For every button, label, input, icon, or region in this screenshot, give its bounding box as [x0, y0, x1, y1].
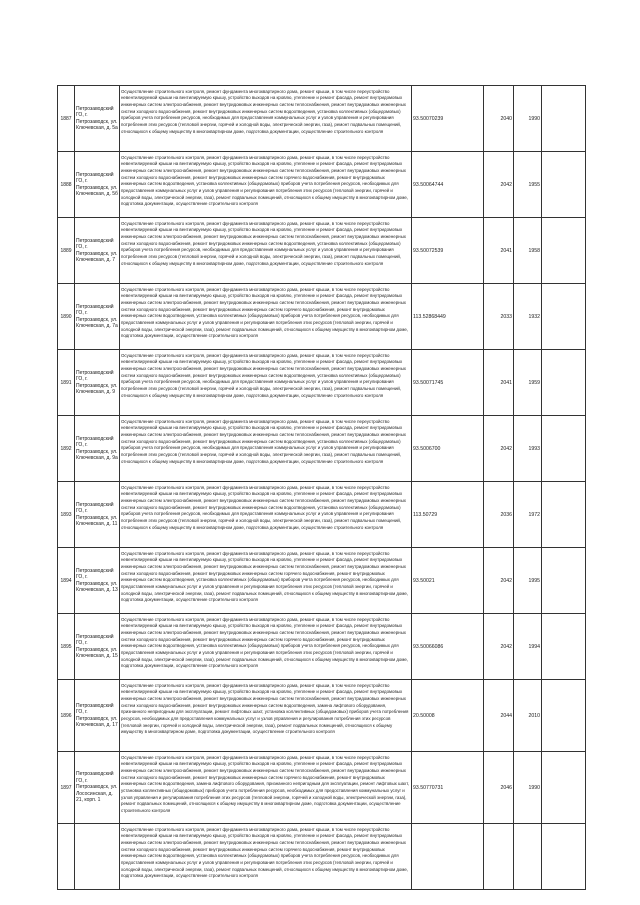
registry-id-cell: 93.50021 [412, 548, 484, 614]
works-list-cell [120, 86, 412, 152]
empty-cell [542, 350, 586, 416]
table-row [58, 284, 586, 350]
works-list-text: Осуществление строительного контроля, ремонт фундамента многоквартирного дома, ремонт крыши, в том числе переустройство невентилируемой крыши на вентилируемую крышу, устройство выходов на кровлю, утепление и ремонт фасада, ремонт внутридомовых инженерных систем электроснабжения, ремонт внутридомовых инженерных систем теплоснабжения, ремонт внутридомовых инженерных систем холодного водоснабжения, ремонт внутридомовых инженерных систем горячего водоснабжения, ремонт внутридомовых инженерных систем водоотведения, замена лифтового оборудования, признанного непригодным для эксплуатации, ремонт лифтовых шахт, установка коллективных (общедомовых) приборов учета потребления ресурсов, необходимых для предоставления коммунальных услуг и узлов управления и регулирования потребления этих ресурсов (тепловой энергии, горячей и холодной воды, электрической энергии, газа), ремонт подвальных помещений, относящихся к общему имуществу в многоквартирном доме, подготовка документации, осуществление строительного контроля [121, 754, 409, 814]
registry-id-cell: 93.50070239 [412, 86, 484, 152]
address-cell: Петрозаводский ГО, г. Петрозаводск, ул. Ключевская, д. 9а [75, 416, 120, 482]
build-year-cell [514, 824, 542, 890]
row-number-cell: 1896 [58, 680, 75, 752]
empty-cell [542, 86, 586, 152]
works-list-cell [120, 752, 412, 824]
table-row [58, 824, 586, 890]
empty-cell [542, 218, 586, 284]
build-year-cell: 1955 [514, 152, 542, 218]
table-row [58, 350, 586, 416]
row-number-cell: 1895 [58, 614, 75, 680]
registry-id-cell: 93.50072539 [412, 218, 484, 284]
planned-year-cell: 2042 [484, 152, 514, 218]
works-list-text: Осуществление строительного контроля, ремонт фундамента многоквартирного дома, ремонт крыши, в том числе переустройство невентилируемой крыши на вентилируемую крышу, устройство выходов на кровлю, утепление и ремонт фасада, ремонт внутридомовых инженерных систем электроснабжения, ремонт внутридомовых инженерных систем теплоснабжения, ремонт внутридомовых инженерных систем холодного водоснабжения, ремонт внутридомовых инженерных систем горячего водоснабжения, ремонт внутридомовых инженерных систем водоотведения, установка коллективных (общедомовых) приборов учета потребления ресурсов, необходимых для предоставления коммунальных услуг и узлов управления и регулирования потребления этих ресурсов (тепловой энергии, горячей и холодной воды, электрической энергии, газа), ремонт подвальных помещений, относящихся к общему имуществу в многоквартирном доме, подготовка документации, осуществление строительного контроля [121, 550, 409, 603]
address-cell: Петрозаводский ГО, г. Петрозаводск, ул. Ключевская, д. 13 [75, 548, 120, 614]
row-number-cell: 1889 [58, 218, 75, 284]
address-cell [75, 824, 120, 890]
works-list-cell [120, 416, 412, 482]
row-number-cell: 1892 [58, 416, 75, 482]
works-list-text: Осуществление строительного контроля, ремонт фундамента многоквартирного дома, ремонт крыши, в том числе переустройство невентилируемой крыши на вентилируемую крышу, устройство выходов на кровлю, утепление и ремонт фасада, ремонт внутридомовых инженерных систем электроснабжения, ремонт внутридомовых инженерных систем теплоснабжения, ремонт внутридомовых инженерных систем холодного водоснабжения, ремонт внутридомовых инженерных систем горячего водоснабжения, ремонт внутридомовых инженерных систем водоотведения, установка коллективных (общедомовых) приборов учета потребления ресурсов, необходимых для предоставления коммунальных услуг и узлов управления и регулирования потребления этих ресурсов (тепловой энергии, горячей и холодной воды, электрической энергии, газа), ремонт подвальных помещений, относящихся к общему имуществу в многоквартирном доме, подготовка документации, осуществление строительного контроля [121, 616, 409, 669]
works-list-cell [120, 824, 412, 890]
build-year-cell: 1995 [514, 548, 542, 614]
works-list-text: Осуществление строительного контроля, ремонт фундамента многоквартирного дома, ремонт крыши, в том числе переустройство невентилируемой крыши на вентилируемую крышу, устройство выходов на кровлю, утепление и ремонт фасада, ремонт внутридомовых инженерных систем электроснабжения, ремонт внутридомовых инженерных систем теплоснабжения, ремонт внутридомовых инженерных систем холодного водоснабжения, ремонт внутридомовых инженерных систем водоотведения, установка коллективных (общедомовых) приборов учета потребления ресурсов, необходимых для предоставления коммунальных услуг и узлов управления и регулирования потребления этих ресурсов (тепловой энергии, горячей и холодной воды, электрической энергии, газа), ремонт подвальных помещений, относящихся к общему имуществу в многоквартирном доме, подготовка документации, осуществление строительного контроля [121, 484, 406, 530]
planned-year-cell: 2042 [484, 548, 514, 614]
empty-cell [542, 284, 586, 350]
build-year-cell: 1972 [514, 482, 542, 548]
works-list-cell [120, 614, 412, 680]
build-year-cell: 1990 [514, 86, 542, 152]
build-year-cell: 1990 [514, 752, 542, 824]
register-table-body [58, 86, 586, 890]
build-year-cell: 1958 [514, 218, 542, 284]
table-row [58, 752, 586, 824]
empty-cell [542, 824, 586, 890]
table-row [58, 614, 586, 680]
table-row [58, 152, 586, 218]
planned-year-cell: 2041 [484, 218, 514, 284]
row-number-cell: 1894 [58, 548, 75, 614]
address-cell: Петрозаводский ГО, г. Петрозаводск, ул. Ключевская, д. 5б [75, 152, 120, 218]
row-number-cell: 1887 [58, 86, 75, 152]
build-year-cell: 1932 [514, 284, 542, 350]
empty-cell [542, 548, 586, 614]
address-cell: Петрозаводский ГО, г. Петрозаводск, ул. Лососинская, д. 21, корп. 1 [75, 752, 120, 824]
empty-cell [542, 152, 586, 218]
registry-id-cell: 93.5006700 [412, 416, 484, 482]
build-year-cell: 1994 [514, 614, 542, 680]
row-number-cell: 1893 [58, 482, 75, 548]
works-list-text: Осуществление строительного контроля, ремонт фундамента многоквартирного дома, ремонт крыши, в том числе переустройство невентилируемой крыши на вентилируемую крышу, устройство выходов на кровлю, утепление и ремонт фасада, ремонт внутридомовых инженерных систем электроснабжения, ремонт внутридомовых инженерных систем теплоснабжения, ремонт внутридомовых инженерных систем холодного водоснабжения, ремонт внутридомовых инженерных систем водоотведения, установка коллективных (общедомовых) приборов учета потребления ресурсов, необходимых для предоставления коммунальных услуг и узлов управления и регулирования потребления этих ресурсов (тепловой энергии, горячей и холодной воды, электрической энергии, газа), ремонт подвальных помещений, относящихся к общему имуществу в многоквартирном доме, подготовка документации, осуществление строительного контроля [121, 88, 406, 134]
planned-year-cell: 2040 [484, 86, 514, 152]
works-list-cell [120, 482, 412, 548]
planned-year-cell: 2033 [484, 284, 514, 350]
registry-id-cell [412, 824, 484, 890]
table-row [58, 680, 586, 752]
works-list-cell [120, 152, 412, 218]
table-row [58, 86, 586, 152]
build-year-cell: 1993 [514, 416, 542, 482]
row-number-cell: 1890 [58, 284, 75, 350]
empty-cell [542, 614, 586, 680]
empty-cell [542, 680, 586, 752]
works-list-text: Осуществление строительного контроля, ремонт фундамента многоквартирного дома, ремонт крыши, в том числе переустройство невентилируемой крыши на вентилируемую крышу, устройство выходов на кровлю, утепление и ремонт фасада, ремонт внутридомовых инженерных систем электроснабжения, ремонт внутридомовых инженерных систем теплоснабжения, ремонт внутридомовых инженерных систем холодного водоснабжения, ремонт внутридомовых инженерных систем горячего водоснабжения, ремонт внутридомовых инженерных систем водоотведения, установка коллективных (общедомовых) приборов учета потребления ресурсов, необходимых для предоставления коммунальных услуг и узлов управления и регулирования потребления этих ресурсов (тепловой энергии, горячей и холодной воды, электрической энергии, газа), ремонт подвальных помещений, относящихся к общему имуществу в многоквартирном доме, подготовка документации, осуществление строительного контроля [121, 286, 409, 339]
planned-year-cell [484, 824, 514, 890]
address-cell: Петрозаводский ГО, г. Петрозаводск, ул. Ключевская, д. 17 [75, 680, 120, 752]
address-cell: Петрозаводский ГО, г. Петрозаводск, ул. Ключевская, д. 9 [75, 350, 120, 416]
works-list-cell [120, 284, 412, 350]
works-list-cell [120, 548, 412, 614]
planned-year-cell: 2046 [484, 752, 514, 824]
row-number-cell: 1888 [58, 152, 75, 218]
planned-year-cell: 2036 [484, 482, 514, 548]
registry-id-cell: 93.50071745 [412, 350, 484, 416]
works-list-cell [120, 218, 412, 284]
empty-cell [542, 482, 586, 548]
empty-cell [542, 752, 586, 824]
works-list-cell [120, 680, 412, 752]
registry-id-cell: 113.50729 [412, 482, 484, 548]
works-list-text: Осуществление строительного контроля, ремонт фундамента многоквартирного дома, ремонт крыши, в том числе переустройство невентилируемой крыши на вентилируемую крышу, устройство выходов на кровлю, утепление и ремонт фасада, ремонт внутридомовых инженерных систем электроснабжения, ремонт внутридомовых инженерных систем теплоснабжения, ремонт внутридомовых инженерных систем холодного водоснабжения, ремонт внутридомовых инженерных систем водоотведения, установка коллективных (общедомовых) приборов учета потребления ресурсов, необходимых для предоставления коммунальных услуг и узлов управления и регулирования потребления этих ресурсов (тепловой энергии, горячей и холодной воды, электрической энергии, газа), ремонт подвальных помещений, относящихся к общему имуществу в многоквартирном доме, подготовка документации, осуществление строительного контроля [121, 220, 406, 266]
row-number-cell: 1891 [58, 350, 75, 416]
address-cell: Петрозаводский ГО, г. Петрозаводск, ул. Ключевская, д. 7 [75, 218, 120, 284]
planned-year-cell: 2044 [484, 680, 514, 752]
table-row [58, 218, 586, 284]
registry-id-cell: 20.50008 [412, 680, 484, 752]
works-list-text: Осуществление строительного контроля, ремонт фундамента многоквартирного дома, ремонт крыши, в том числе переустройство невентилируемой крыши на вентилируемую крышу, устройство выходов на кровлю, утепление и ремонт фасада, ремонт внутридомовых инженерных систем электроснабжения, ремонт внутридомовых инженерных систем теплоснабжения, ремонт внутридомовых инженерных систем холодного водоснабжения, ремонт внутридомовых инженерных систем горячего водоснабжения, ремонт внутридомовых инженерных систем водоотведения, установка коллективных (общедомовых) приборов учета потребления ресурсов, необходимых для предоставления коммунальных услуг и узлов управления и регулирования потребления этих ресурсов (тепловой энергии, горячей и холодной воды, электрической энергии, газа), ремонт подвальных помещений, относящихся к общему имуществу в многоквартирном доме, подготовка документации, осуществление строительного контроля [121, 154, 409, 207]
table-row [58, 482, 586, 548]
works-list-text: Осуществление строительного контроля, ремонт фундамента многоквартирного дома, ремонт крыши, в том числе переустройство невентилируемой крыши на вентилируемую крышу, устройство выходов на кровлю, утепление и ремонт фасада, ремонт внутридомовых инженерных систем электроснабжения, ремонт внутридомовых инженерных систем теплоснабжения, ремонт внутридомовых инженерных систем холодного водоснабжения, ремонт внутридомовых инженерных систем водоотведения, замена лифтового оборудования, признанного непригодным для эксплуатации, ремонт лифтовых шахт, установка коллективных (общедомовых) приборов учета потребления ресурсов, необходимых для предоставления коммунальных услуг и узлов управления и регулирования потребления этих ресурсов (тепловой энергии, горячей и холодной воды, электрической энергии, газа), ремонт подвальных помещений, относящихся к общему имуществу в многоквартирном доме, подготовка документации, осуществление строительного контроля [121, 682, 409, 735]
registry-id-cell: 93.50770731 [412, 752, 484, 824]
registry-id-cell: 93.50066086 [412, 614, 484, 680]
planned-year-cell: 2042 [484, 614, 514, 680]
registry-id-cell: 113.52868449 [412, 284, 484, 350]
table-row [58, 548, 586, 614]
address-cell: Петрозаводский ГО, г. Петрозаводск, ул. Ключевская, д. 5а [75, 86, 120, 152]
works-list-text: Осуществление строительного контроля, ремонт фундамента многоквартирного дома, ремонт крыши, в том числе переустройство невентилируемой крыши на вентилируемую крышу, устройство выходов на кровлю, утепление и ремонт фасада, ремонт внутридомовых инженерных систем электроснабжения, ремонт внутридомовых инженерных систем теплоснабжения, ремонт внутридомовых инженерных систем холодного водоснабжения, ремонт внутридомовых инженерных систем горячего водоснабжения, ремонт внутридомовых инженерных систем водоотведения, установка коллективных (общедомовых) приборов учета потребления ресурсов, необходимых для предоставления коммунальных услуг и узлов управления и регулирования потребления этих ресурсов (тепловой энергии, горячей и холодной воды, электрической энергии, газа), ремонт подвальных помещений, относящихся к общему имуществу в многоквартирном доме, подготовка документации, осуществление строительного контроля [121, 826, 409, 879]
planned-year-cell: 2041 [484, 350, 514, 416]
row-number-cell: 1897 [58, 752, 75, 824]
works-list-text: Осуществление строительного контроля, ремонт фундамента многоквартирного дома, ремонт крыши, в том числе переустройство невентилируемой крыши на вентилируемую крышу, устройство выходов на кровлю, утепление и ремонт фасада, ремонт внутридомовых инженерных систем электроснабжения, ремонт внутридомовых инженерных систем теплоснабжения, ремонт внутридомовых инженерных систем холодного водоснабжения, ремонт внутридомовых инженерных систем водоотведения, установка коллективных (общедомовых) приборов учета потребления ресурсов, необходимых для предоставления коммунальных услуг и узлов управления и регулирования потребления этих ресурсов (тепловой энергии, горячей и холодной воды, электрической энергии, газа), ремонт подвальных помещений, относящихся к общему имуществу в многоквартирном доме, подготовка документации, осуществление строительного контроля [121, 352, 406, 398]
address-cell: Петрозаводский ГО, г. Петрозаводск, ул. Ключевская, д. 15 [75, 614, 120, 680]
table-row [58, 416, 586, 482]
build-year-cell: 1959 [514, 350, 542, 416]
registry-id-cell: 93.50064744 [412, 152, 484, 218]
address-cell: Петрозаводский ГО, г. Петрозаводск, ул. Ключевская, д. 11 [75, 482, 120, 548]
empty-cell [542, 416, 586, 482]
works-list-cell [120, 350, 412, 416]
build-year-cell: 2010 [514, 680, 542, 752]
capital-repair-register-table [57, 85, 586, 890]
address-cell: Петрозаводский ГО, г. Петрозаводск, ул. Ключевская, д. 7а [75, 284, 120, 350]
works-list-text: Осуществление строительного контроля, ремонт фундамента многоквартирного дома, ремонт крыши, в том числе переустройство невентилируемой крыши на вентилируемую крышу, устройство выходов на кровлю, утепление и ремонт фасада, ремонт внутридомовых инженерных систем электроснабжения, ремонт внутридомовых инженерных систем теплоснабжения, ремонт внутридомовых инженерных систем холодного водоснабжения, ремонт внутридомовых инженерных систем водоотведения, установка коллективных (общедомовых) приборов учета потребления ресурсов, необходимых для предоставления коммунальных услуг и узлов управления и регулирования потребления этих ресурсов (тепловой энергии, горячей и холодной воды, электрической энергии, газа), ремонт подвальных помещений, относящихся к общему имуществу в многоквартирном доме, подготовка документации, осуществление строительного контроля [121, 418, 406, 464]
planned-year-cell: 2042 [484, 416, 514, 482]
row-number-cell [58, 824, 75, 890]
